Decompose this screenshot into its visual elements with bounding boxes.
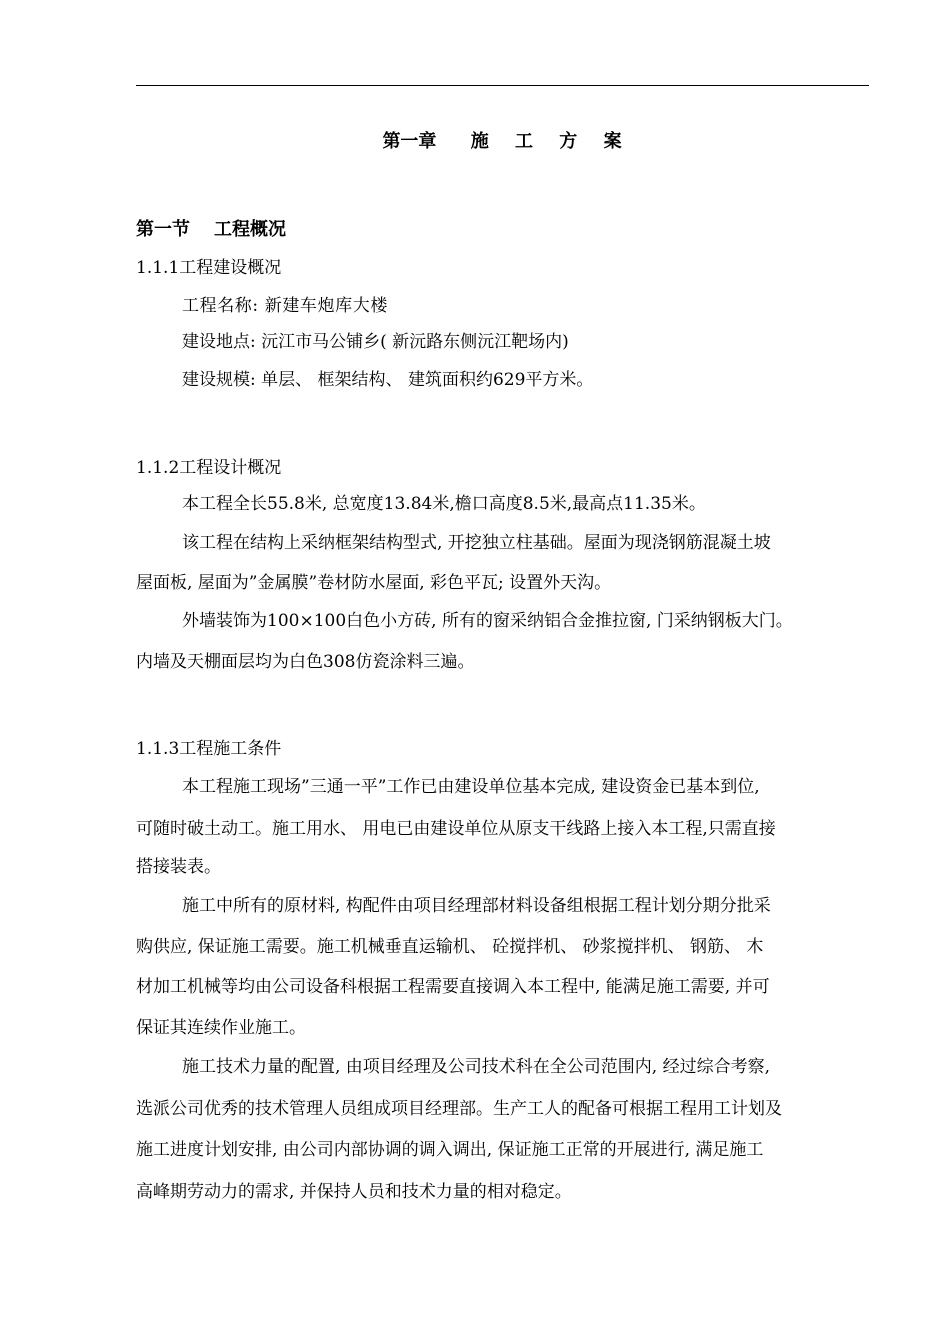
paragraph-line: 保证其连续作业施工。 [136,1018,306,1038]
subsection-heading: 1.1.2工程设计概况 [136,458,282,478]
paragraph-line: 施工中所有的原材料, 构配件由项目经理部材料设备组根据工程计划分期分批采 [182,896,771,916]
chapter-title-char: 方 [559,131,578,152]
paragraph-line: 可随时破土动工。施工用水、 用电已由建设单位从原支干线路上接入本工程,只需直接 [136,819,776,839]
paragraph-line: 外墙装饰为100×100白色小方砖, 所有的窗采纳铝合金推拉窗, 门采纳钢板大门。 [182,611,793,631]
paragraph-line: 材加工机械等均由公司设备科根据工程需要直接调入本工程中, 能满足施工需要, 并可 [136,977,770,997]
section-number: 第一节 [136,219,190,240]
header-rule [136,85,869,86]
subsection-heading: 1.1.3工程施工条件 [136,739,282,759]
chapter-title-char: 工 [515,131,533,152]
paragraph-line: 本工程全长55.8米, 总宽度13.84米,檐口高度8.5米,最高点11.35米。 [182,494,706,514]
project-name-line: 工程名称: 新建车炮库大楼 [182,296,388,316]
paragraph-line: 购供应, 保证施工需要。施工机械垂直运输机、 砼搅拌机、 砂浆搅拌机、 钢筋、 木 [136,937,764,957]
paragraph-line: 屋面板, 屋面为”金属膜”卷材防水屋面, 彩色平瓦; 设置外天沟。 [136,573,612,593]
paragraph-line: 该工程在结构上采纳框架结构型式, 开挖独立柱基础。屋面为现浇钢筋混凝土坡 [182,533,771,553]
section-title [136,219,286,241]
chapter-number: 第一章 [382,131,437,152]
paragraph-line: 高峰期劳动力的需求, 并保持人员和技术力量的相对稳定。 [136,1182,572,1202]
paragraph-line: 本工程施工现场”三通一平”工作已由建设单位基本完成, 建设资金已基本到位, [182,777,760,797]
chapter-title [0,131,950,153]
paragraph-line: 施工技术力量的配置, 由项目经理及公司技术科在全公司范围内, 经过综合考察, [182,1057,771,1077]
scale-line: 建设规模: 单层、 框架结构、 建筑面积约629平方米。 [182,370,594,390]
subsection-heading: 1.1.1工程建设概况 [136,258,282,278]
chapter-title-char: 案 [603,131,622,152]
paragraph-line: 搭接装表。 [136,857,221,877]
location-line: 建设地点: 沅江市马公铺乡( 新沅路东侧沅江靶场内) [182,332,569,352]
chapter-title-char: 施 [470,131,489,152]
paragraph-line: 选派公司优秀的技术管理人员组成项目经理部。生产工人的配备可根据工程用工计划及 [136,1099,782,1119]
paragraph-line: 内墙及天棚面层均为白色308仿瓷涂料三遍。 [136,652,475,672]
paragraph-line: 施工进度计划安排, 由公司内部协调的调入调出, 保证施工正常的开展进行, 满足施工 [136,1140,764,1160]
section-name: 工程概况 [214,219,286,240]
